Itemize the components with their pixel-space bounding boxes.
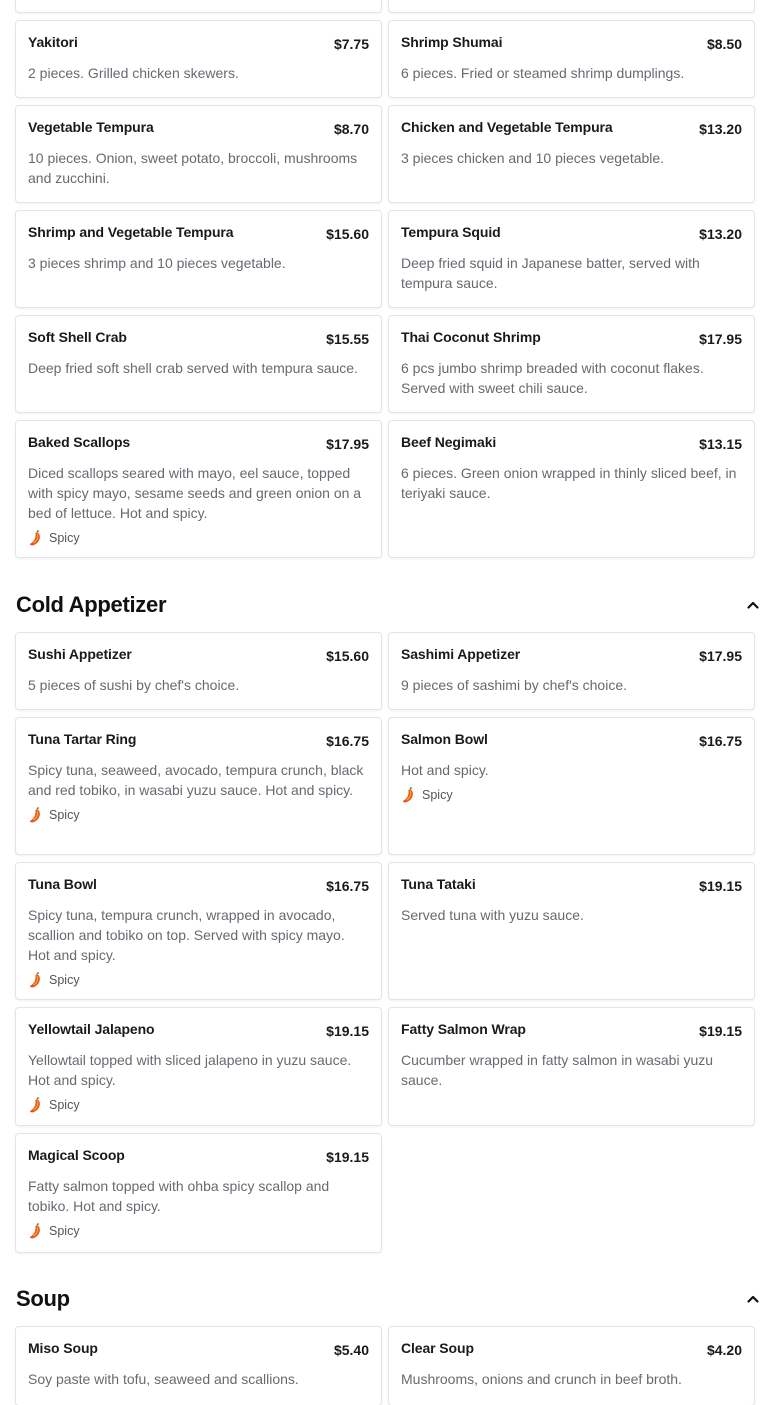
menu-item-header bbox=[28, 117, 369, 139]
menu-item-description: 5 pieces of sushi by chef's choice. bbox=[28, 677, 240, 693]
menu-item-description: 2 pieces. Grilled chicken skewers. bbox=[28, 65, 239, 81]
menu-item-name: Shrimp and Vegetable Tempura bbox=[28, 224, 234, 240]
menu-item-price: $15.55 bbox=[326, 331, 369, 347]
menu-item-header bbox=[401, 32, 742, 54]
menu-item-header bbox=[401, 644, 742, 666]
menu-item-price: $16.75 bbox=[326, 733, 369, 749]
menu-item-name: Tuna Tartar Ring bbox=[28, 731, 137, 747]
menu-item-card[interactable] bbox=[15, 1133, 382, 1253]
menu-item-card[interactable] bbox=[15, 1326, 382, 1405]
menu-item-name: Soft Shell Crab bbox=[28, 329, 127, 345]
menu-item-header bbox=[401, 1019, 742, 1041]
menu-item-price: $13.15 bbox=[699, 436, 742, 452]
menu-item-card[interactable] bbox=[15, 632, 382, 710]
menu-item-header bbox=[28, 432, 369, 454]
spicy-badge bbox=[28, 972, 369, 988]
menu-item-description: Hot and spicy. bbox=[401, 762, 489, 778]
menu-item-name: Sushi Appetizer bbox=[28, 646, 132, 662]
menu-item-description: 3 pieces chicken and 10 pieces vegetable. bbox=[401, 150, 665, 166]
menu-item-description: Diced scallops seared with mayo, eel sauce, topped with spicy mayo, sesame seeds and green onion on a bed of lettuce. Hot and spicy. bbox=[28, 465, 362, 521]
menu-item-header bbox=[28, 874, 369, 896]
menu-item-card[interactable] bbox=[15, 1007, 382, 1126]
menu-item-description: Yellowtail topped with sliced jalapeno in yuzu sauce. Hot and spicy. bbox=[28, 1052, 352, 1088]
menu-item-name: Chicken and Vegetable Tempura bbox=[401, 119, 613, 135]
menu-item-name: Magical Scoop bbox=[28, 1147, 125, 1163]
menu-item-price: $19.15 bbox=[699, 878, 742, 894]
menu-item-header bbox=[28, 1019, 369, 1041]
menu-item-card[interactable] bbox=[388, 420, 755, 558]
menu-item-card[interactable] bbox=[388, 717, 755, 855]
menu-item-description: 9 pieces of sashimi by chef's choice. bbox=[401, 677, 628, 693]
menu-item-description: Cucumber wrapped in fatty salmon in wasabi yuzu sauce. bbox=[401, 1052, 714, 1088]
menu-item-name: Tempura Squid bbox=[401, 224, 501, 240]
menu-item-name: Salmon Bowl bbox=[401, 731, 488, 747]
menu-item-description: 10 pieces. Onion, sweet potato, broccoli, mushrooms and zucchini. bbox=[28, 150, 358, 186]
menu-item-header bbox=[28, 1338, 369, 1360]
menu-item-description: Spicy tuna, seaweed, avocado, tempura crunch, black and red tobiko, in wasabi yuzu sauce. Hot and spicy. bbox=[28, 762, 364, 798]
chili-pepper-icon bbox=[28, 807, 42, 823]
menu-item-header bbox=[401, 729, 742, 751]
menu-item-card[interactable] bbox=[15, 20, 382, 98]
menu-item-price: $13.20 bbox=[699, 121, 742, 137]
menu-item-description: Mushrooms, onions and crunch in beef broth. bbox=[401, 1371, 682, 1387]
menu-item-card[interactable] bbox=[388, 20, 755, 98]
menu-item-card[interactable] bbox=[15, 717, 382, 855]
menu-item-description: 6 pieces. Green onion wrapped in thinly sliced beef, in teriyaki sauce. bbox=[401, 465, 737, 501]
menu-item-card[interactable] bbox=[388, 315, 755, 413]
menu-item-name: Thai Coconut Shrimp bbox=[401, 329, 541, 345]
spicy-label: Spicy bbox=[49, 1224, 80, 1238]
section-header-soup[interactable] bbox=[16, 1283, 760, 1315]
spicy-badge bbox=[28, 807, 369, 823]
menu-item-name: Baked Scallops bbox=[28, 434, 131, 450]
menu-item-card[interactable] bbox=[15, 862, 382, 1000]
menu-item-description: Soy paste with tofu, seaweed and scallions. bbox=[28, 1371, 299, 1387]
menu-item-name: Vegetable Tempura bbox=[28, 119, 154, 135]
spicy-badge bbox=[28, 1097, 369, 1113]
menu-item-card[interactable] bbox=[388, 632, 755, 710]
spicy-badge bbox=[28, 530, 369, 546]
menu-item-description: Spicy tuna, tempura crunch, wrapped in avocado, scallion and tobiko on top. Served with spicy mayo. Hot and spicy. bbox=[28, 907, 345, 963]
menu-item-card-partial[interactable] bbox=[388, 0, 755, 13]
menu-item-price: $7.75 bbox=[333, 36, 369, 52]
menu-item-name: Tuna Bowl bbox=[28, 876, 97, 892]
menu-item-card[interactable] bbox=[15, 105, 382, 203]
menu-item-name: Yakitori bbox=[28, 34, 78, 50]
menu-item-name: Clear Soup bbox=[401, 1340, 474, 1356]
menu-item-header bbox=[28, 222, 369, 244]
menu-item-header bbox=[401, 874, 742, 896]
menu-item-price: $15.60 bbox=[326, 648, 369, 664]
menu-item-name: Yellowtail Jalapeno bbox=[28, 1021, 155, 1037]
menu-item-name: Fatty Salmon Wrap bbox=[401, 1021, 526, 1037]
menu-item-description: 6 pcs jumbo shrimp breaded with coconut flakes. Served with sweet chili sauce. bbox=[401, 360, 704, 396]
menu-item-card[interactable] bbox=[15, 315, 382, 413]
menu-item-header bbox=[28, 32, 369, 54]
menu-item-description: Deep fried soft shell crab served with tempura sauce. bbox=[28, 360, 358, 376]
chili-pepper-icon bbox=[28, 972, 42, 988]
spicy-label: Spicy bbox=[49, 808, 80, 822]
menu-item-price: $15.60 bbox=[326, 226, 369, 242]
menu-item-price: $8.70 bbox=[333, 121, 369, 137]
chili-pepper-icon bbox=[28, 530, 42, 546]
menu-item-header bbox=[401, 222, 742, 244]
menu-item-description: 3 pieces shrimp and 10 pieces vegetable. bbox=[28, 255, 286, 271]
chili-pepper-icon bbox=[28, 1223, 42, 1239]
menu-item-price: $19.15 bbox=[699, 1023, 742, 1039]
menu-item-card-partial[interactable] bbox=[15, 0, 382, 13]
menu-item-card[interactable] bbox=[15, 420, 382, 558]
menu-item-price: $17.95 bbox=[699, 648, 742, 664]
menu-item-card[interactable] bbox=[388, 862, 755, 1000]
spicy-label: Spicy bbox=[49, 973, 80, 987]
menu-item-price: $17.95 bbox=[326, 436, 369, 452]
menu-item-price: $5.40 bbox=[333, 1342, 369, 1358]
chevron-up-icon[interactable] bbox=[746, 598, 760, 612]
section-title: Cold Appetizer bbox=[16, 592, 167, 617]
chevron-up-icon[interactable] bbox=[746, 1292, 760, 1306]
menu-item-header bbox=[401, 117, 742, 139]
menu-item-header bbox=[28, 644, 369, 666]
menu-item-price: $17.95 bbox=[699, 331, 742, 347]
spicy-label: Spicy bbox=[49, 531, 80, 545]
spicy-label: Spicy bbox=[49, 1098, 80, 1112]
menu-item-card[interactable] bbox=[15, 210, 382, 308]
menu-item-price: $19.15 bbox=[326, 1023, 369, 1039]
section-header-cold-appetizer[interactable] bbox=[16, 589, 760, 621]
menu-item-name: Tuna Tataki bbox=[401, 876, 476, 892]
menu-item-header bbox=[28, 729, 369, 751]
chili-pepper-icon bbox=[28, 1097, 42, 1113]
menu-item-card[interactable] bbox=[388, 1007, 755, 1126]
spicy-badge bbox=[28, 1223, 369, 1239]
menu-item-name: Sashimi Appetizer bbox=[401, 646, 521, 662]
chili-pepper-icon bbox=[401, 787, 415, 803]
menu-item-name: Beef Negimaki bbox=[401, 434, 497, 450]
section-title: Soup bbox=[16, 1286, 70, 1311]
menu-item-description: Served tuna with yuzu sauce. bbox=[401, 907, 584, 923]
menu-item-name: Shrimp Shumai bbox=[401, 34, 503, 50]
menu-item-header bbox=[28, 327, 369, 349]
menu-item-card[interactable] bbox=[388, 210, 755, 308]
menu-item-card[interactable] bbox=[388, 1326, 755, 1405]
menu-item-price: $4.20 bbox=[706, 1342, 742, 1358]
spicy-label: Spicy bbox=[422, 788, 453, 802]
menu-item-card[interactable] bbox=[388, 105, 755, 203]
menu-item-header bbox=[401, 327, 742, 349]
menu-item-price: $16.75 bbox=[699, 733, 742, 749]
spicy-badge bbox=[401, 787, 742, 803]
menu-item-header bbox=[28, 1145, 369, 1167]
menu-item-header bbox=[401, 432, 742, 454]
menu-item-price: $19.15 bbox=[326, 1149, 369, 1165]
menu-item-price: $16.75 bbox=[326, 878, 369, 894]
menu-item-description: Deep fried squid in Japanese batter, served with tempura sauce. bbox=[401, 255, 700, 291]
menu-item-description: 6 pieces. Fried or steamed shrimp dumplings. bbox=[401, 65, 685, 81]
menu-item-name: Miso Soup bbox=[28, 1340, 98, 1356]
menu-item-header bbox=[401, 1338, 742, 1360]
menu-item-price: $13.20 bbox=[699, 226, 742, 242]
menu-item-price: $8.50 bbox=[706, 36, 742, 52]
menu-item-description: Fatty salmon topped with ohba spicy scallop and tobiko. Hot and spicy. bbox=[28, 1178, 330, 1214]
